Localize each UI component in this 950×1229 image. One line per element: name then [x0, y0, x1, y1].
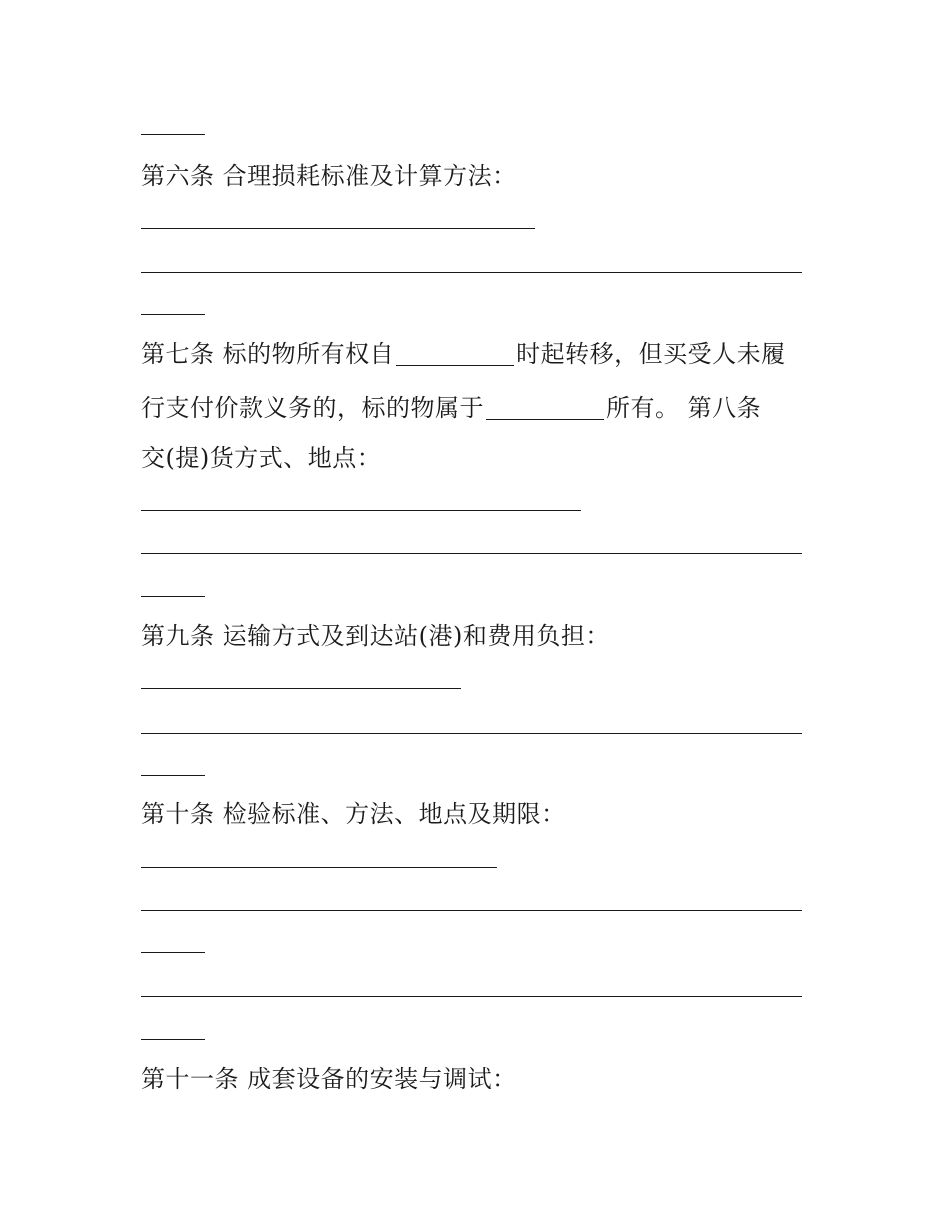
fill-line-medium [141, 510, 581, 511]
fill-line-full [141, 910, 802, 911]
article-9-heading: 第九条 运输方式及到达站(港)和费用负担： [141, 622, 610, 650]
fill-line-medium [141, 228, 535, 229]
article-7-line-2 [141, 392, 761, 424]
fill-line-full [141, 553, 802, 554]
fill-line-short [141, 596, 205, 597]
fill-line-short [141, 952, 205, 953]
fill-line-full [141, 272, 802, 273]
fill-line-short [141, 314, 205, 315]
fill-line-short [141, 1039, 205, 1040]
fill-line-short [141, 134, 205, 135]
fill-line-full [141, 733, 802, 734]
article-7-text-a: 第七条 标的物所有权自 [141, 340, 395, 368]
article-7-text-c: 行支付价款义务的，标的物属于 [141, 394, 484, 422]
article-10-heading: 第十条 检验标准、方法、地点及期限： [141, 800, 566, 828]
article-7-text-b: 时起转移，但买受人未履 [516, 340, 786, 368]
ownership-transfer-blank[interactable] [396, 343, 514, 366]
article-8-heading: 交(提)货方式、地点： [141, 444, 382, 472]
article-7-text-d: 所有。 第八条 [606, 394, 762, 422]
ownership-holder-blank[interactable] [486, 397, 604, 420]
article-6-heading: 第六条 合理损耗标准及计算方法： [141, 162, 517, 190]
fill-line-short [141, 775, 205, 776]
fill-line-medium [141, 867, 497, 868]
article-7-line-1 [141, 338, 786, 370]
fill-line-full [141, 996, 802, 997]
fill-line-medium [141, 688, 461, 689]
article-11-heading: 第十一条 成套设备的安装与调试： [141, 1065, 517, 1093]
